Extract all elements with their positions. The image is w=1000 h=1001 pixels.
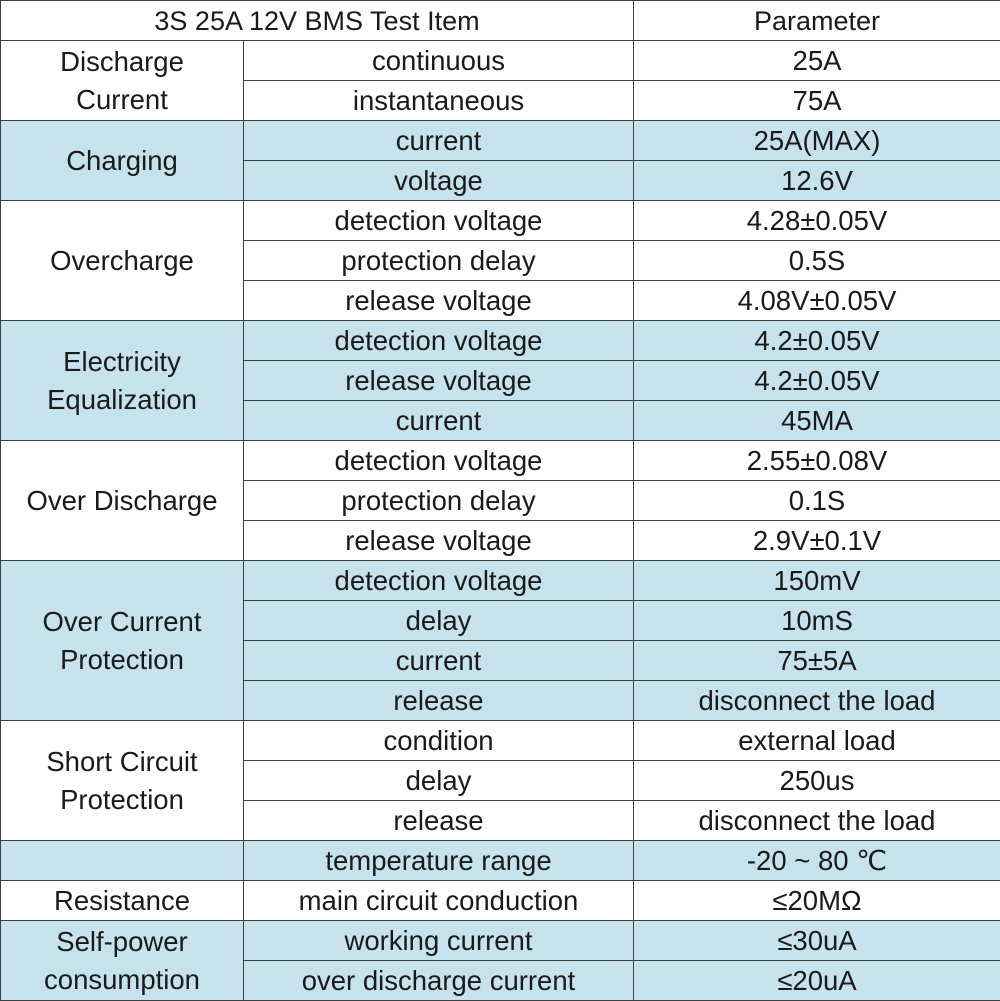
table-row bbox=[1, 41, 1000, 81]
test-group-label-line: Over Discharge bbox=[1, 482, 243, 520]
test-item-cell: detection voltage bbox=[244, 441, 634, 481]
test-group-label-line: Protection bbox=[1, 641, 243, 679]
test-group-label-line: Discharge bbox=[1, 43, 243, 81]
parameter-value-cell: 0.5S bbox=[634, 241, 1000, 281]
test-item-cell: over discharge current bbox=[244, 961, 634, 1001]
test-group-label-line: Short Circuit bbox=[1, 743, 243, 781]
test-item-cell: voltage bbox=[244, 161, 634, 201]
test-item-cell: main circuit conduction bbox=[244, 881, 634, 921]
test-group-label bbox=[1, 841, 244, 881]
test-item-cell: release bbox=[244, 681, 634, 721]
test-item-cell: release voltage bbox=[244, 521, 634, 561]
table-body bbox=[1, 41, 1000, 1001]
table-row bbox=[1, 121, 1000, 161]
test-group-label bbox=[1, 201, 244, 321]
test-item-cell: release voltage bbox=[244, 361, 634, 401]
parameter-value-cell: external load bbox=[634, 721, 1000, 761]
table-row bbox=[1, 561, 1000, 601]
test-item-cell: release bbox=[244, 801, 634, 841]
table-row bbox=[1, 841, 1000, 881]
test-group-label bbox=[1, 41, 244, 121]
test-item-cell: delay bbox=[244, 761, 634, 801]
test-item-cell: temperature range bbox=[244, 841, 634, 881]
table-header-row bbox=[1, 1, 1000, 41]
table-row bbox=[1, 201, 1000, 241]
test-item-cell: condition bbox=[244, 721, 634, 761]
test-group-label-line: Equalization bbox=[1, 381, 243, 419]
parameter-value-cell: 0.1S bbox=[634, 481, 1000, 521]
test-item-cell: protection delay bbox=[244, 481, 634, 521]
test-item-cell: detection voltage bbox=[244, 201, 634, 241]
test-group-label bbox=[1, 441, 244, 561]
table-row bbox=[1, 921, 1000, 961]
test-group-label bbox=[1, 721, 244, 841]
test-group-label-line: Over Current bbox=[1, 603, 243, 641]
test-group-label-line: Self-power bbox=[1, 923, 243, 961]
test-group-label-line: Electricity bbox=[1, 343, 243, 381]
test-group-label bbox=[1, 881, 244, 921]
parameter-value-cell: disconnect the load bbox=[634, 801, 1000, 841]
test-group-label-line: Charging bbox=[1, 142, 243, 180]
test-item-cell: current bbox=[244, 121, 634, 161]
table-row bbox=[1, 721, 1000, 761]
parameter-value-cell: -20 ~ 80 ℃ bbox=[634, 841, 1000, 881]
test-group-label-line: consumption bbox=[1, 961, 243, 999]
test-group-label bbox=[1, 561, 244, 721]
test-item-cell: detection voltage bbox=[244, 561, 634, 601]
parameter-value-cell: ≤20MΩ bbox=[634, 881, 1000, 921]
test-group-label bbox=[1, 921, 244, 1001]
test-item-cell: current bbox=[244, 401, 634, 441]
parameter-value-cell: 25A(MAX) bbox=[634, 121, 1000, 161]
table-row bbox=[1, 441, 1000, 481]
test-group-label bbox=[1, 321, 244, 441]
parameter-value-cell: disconnect the load bbox=[634, 681, 1000, 721]
parameter-value-cell: 12.6V bbox=[634, 161, 1000, 201]
table-row bbox=[1, 321, 1000, 361]
parameter-value-cell: 4.08V±0.05V bbox=[634, 281, 1000, 321]
test-item-cell: instantaneous bbox=[244, 81, 634, 121]
test-item-cell: working current bbox=[244, 921, 634, 961]
parameter-value-cell: ≤20uA bbox=[634, 961, 1000, 1001]
test-item-cell: current bbox=[244, 641, 634, 681]
parameter-value-cell: 250us bbox=[634, 761, 1000, 801]
table-row bbox=[1, 881, 1000, 921]
test-item-cell: release voltage bbox=[244, 281, 634, 321]
parameter-value-cell: 75A bbox=[634, 81, 1000, 121]
parameter-value-cell: 45MA bbox=[634, 401, 1000, 441]
test-group-label-line: Resistance bbox=[1, 882, 243, 920]
parameter-value-cell: 75±5A bbox=[634, 641, 1000, 681]
test-item-cell: delay bbox=[244, 601, 634, 641]
test-group-label-line: Protection bbox=[1, 781, 243, 819]
test-group-label bbox=[1, 121, 244, 201]
test-item-cell: continuous bbox=[244, 41, 634, 81]
parameter-value-cell: 2.55±0.08V bbox=[634, 441, 1000, 481]
parameter-value-cell: 4.2±0.05V bbox=[634, 361, 1000, 401]
test-item-cell: detection voltage bbox=[244, 321, 634, 361]
test-group-label-line: Current bbox=[1, 81, 243, 119]
parameter-value-cell: 10mS bbox=[634, 601, 1000, 641]
parameter-header: Parameter bbox=[634, 1, 1000, 41]
parameter-value-cell: 4.2±0.05V bbox=[634, 321, 1000, 361]
test-group-label-line: Overcharge bbox=[1, 242, 243, 280]
parameter-value-cell: 25A bbox=[634, 41, 1000, 81]
test-item-header: 3S 25A 12V BMS Test Item bbox=[1, 1, 634, 41]
parameter-value-cell: 4.28±0.05V bbox=[634, 201, 1000, 241]
test-item-cell: protection delay bbox=[244, 241, 634, 281]
parameter-value-cell: ≤30uA bbox=[634, 921, 1000, 961]
parameter-value-cell: 2.9V±0.1V bbox=[634, 521, 1000, 561]
parameter-value-cell: 150mV bbox=[634, 561, 1000, 601]
